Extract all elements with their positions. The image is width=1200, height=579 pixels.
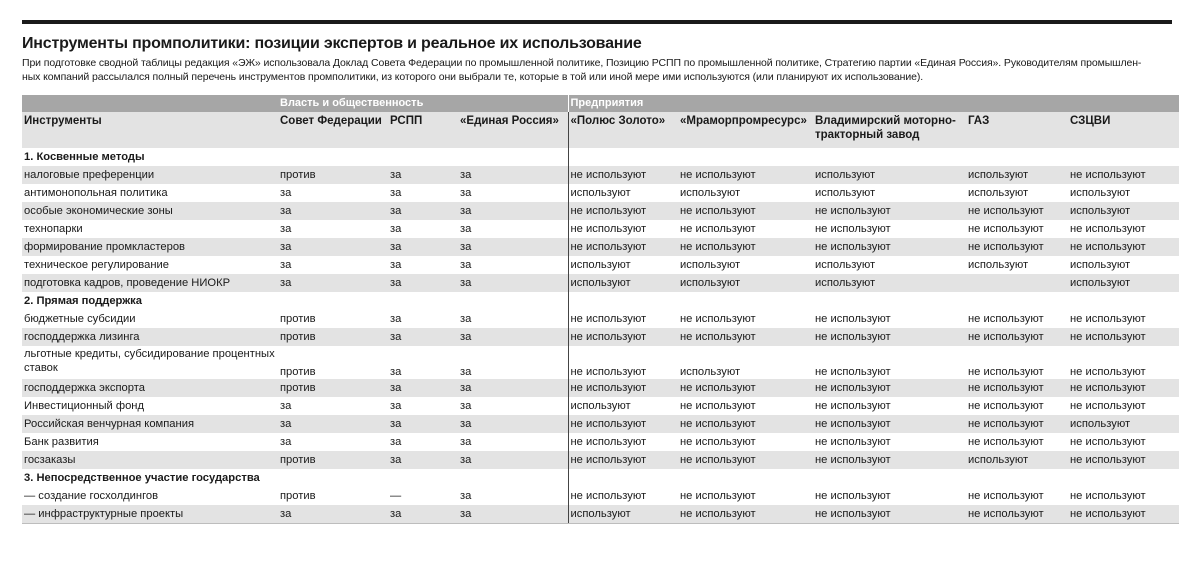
- value-cell: за: [278, 184, 388, 202]
- col-instruments: Инструменты: [22, 112, 278, 148]
- value-cell: используют: [568, 184, 678, 202]
- value-cell: не используют: [678, 505, 813, 524]
- value-cell: за: [388, 415, 458, 433]
- value-cell: не используют: [568, 433, 678, 451]
- value-cell: за: [278, 433, 388, 451]
- section-row: [22, 148, 1179, 166]
- instrument-cell: налоговые преференции: [22, 166, 278, 184]
- intro-line-2: ных компаний рассылался полный перечень инструментов промполитики, из которого они выбрали те, которые в той или иной мере ими используются (или планируют их использование).: [22, 71, 924, 83]
- value-cell: не используют: [1068, 451, 1179, 469]
- value-cell: используют: [1068, 202, 1179, 220]
- table-row: [22, 397, 1179, 415]
- value-cell: не используют: [813, 415, 966, 433]
- value-cell: за: [388, 238, 458, 256]
- value-cell: за: [458, 379, 568, 397]
- value-cell: за: [388, 166, 458, 184]
- value-cell: за: [388, 451, 458, 469]
- value-cell: используют: [1068, 415, 1179, 433]
- value-cell: не используют: [1068, 487, 1179, 505]
- value-cell: не используют: [813, 310, 966, 328]
- value-cell: не используют: [966, 487, 1068, 505]
- value-cell: не используют: [568, 202, 678, 220]
- value-cell: не используют: [568, 487, 678, 505]
- value-cell: не используют: [813, 379, 966, 397]
- value-cell: против: [278, 487, 388, 505]
- value-cell: за: [388, 184, 458, 202]
- instrument-cell: подготовка кадров, проведение НИОКР: [22, 274, 278, 292]
- table-row: [22, 310, 1179, 328]
- value-cell: против: [278, 346, 388, 379]
- value-cell: за: [458, 487, 568, 505]
- value-cell: за: [458, 202, 568, 220]
- instrument-cell: антимонопольная политика: [22, 184, 278, 202]
- table-row: [22, 274, 1179, 292]
- value-cell: за: [388, 202, 458, 220]
- value-cell: за: [458, 433, 568, 451]
- value-cell: за: [388, 346, 458, 379]
- value-cell: не используют: [966, 346, 1068, 379]
- instrument-cell: особые экономические зоны: [22, 202, 278, 220]
- value-cell: за: [458, 397, 568, 415]
- instrument-cell: господдержка лизинга: [22, 328, 278, 346]
- value-cell: не используют: [568, 238, 678, 256]
- value-cell: за: [278, 202, 388, 220]
- value-cell: не используют: [1068, 166, 1179, 184]
- instrument-cell: формирование промкластеров: [22, 238, 278, 256]
- value-cell: не используют: [568, 415, 678, 433]
- value-cell: не используют: [678, 202, 813, 220]
- value-cell: за: [278, 505, 388, 524]
- value-cell: за: [388, 328, 458, 346]
- instrument-cell: Российская венчурная компания: [22, 415, 278, 433]
- col-polyus-zoloto: «Полюс Золото»: [568, 112, 678, 148]
- instrument-cell: технопарки: [22, 220, 278, 238]
- value-cell: против: [278, 451, 388, 469]
- value-cell: не используют: [966, 220, 1068, 238]
- instrument-cell: госзаказы: [22, 451, 278, 469]
- instrument-cell: господдержка экспорта: [22, 379, 278, 397]
- value-cell: используют: [966, 256, 1068, 274]
- value-cell: не используют: [678, 220, 813, 238]
- instrument-cell: — инфраструктурные проекты: [22, 505, 278, 524]
- value-cell: используют: [678, 256, 813, 274]
- value-cell: используют: [568, 397, 678, 415]
- col-federation-council: Совет Федерации: [278, 112, 388, 148]
- value-cell: не используют: [966, 238, 1068, 256]
- col-mramorpromresurs: «Мраморпромресурс»: [678, 112, 813, 148]
- group-header-row: [22, 95, 1179, 112]
- value-cell: не используют: [966, 328, 1068, 346]
- table-row: [22, 328, 1179, 346]
- table-row: [22, 415, 1179, 433]
- value-cell: используют: [1068, 274, 1179, 292]
- value-cell: используют: [813, 184, 966, 202]
- instrument-cell: льготные кредиты, субсидирование процентных ставок: [22, 346, 278, 379]
- value-cell: не используют: [568, 220, 678, 238]
- value-cell: не используют: [678, 328, 813, 346]
- section-title: 1. Косвенные методы: [22, 148, 568, 166]
- instrument-cell: техническое регулирование: [22, 256, 278, 274]
- value-cell: не используют: [1068, 505, 1179, 524]
- table-row: [22, 346, 1179, 379]
- col-vladimir-tractor-plant: Владимирский моторно-тракторный завод: [813, 112, 966, 148]
- value-cell: не используют: [1068, 238, 1179, 256]
- value-cell: используют: [813, 274, 966, 292]
- value-cell: за: [458, 238, 568, 256]
- instrument-cell: Банк развития: [22, 433, 278, 451]
- value-cell: не используют: [1068, 346, 1179, 379]
- table-row: [22, 202, 1179, 220]
- value-cell: используют: [813, 256, 966, 274]
- value-cell: [966, 274, 1068, 292]
- table-row: [22, 166, 1179, 184]
- value-cell: за: [388, 433, 458, 451]
- value-cell: не используют: [1068, 397, 1179, 415]
- value-cell: за: [388, 274, 458, 292]
- value-cell: за: [458, 505, 568, 524]
- value-cell: не используют: [678, 415, 813, 433]
- value-cell: не используют: [1068, 328, 1179, 346]
- table-row: [22, 184, 1179, 202]
- value-cell: за: [458, 451, 568, 469]
- value-cell: —: [388, 487, 458, 505]
- instruments-table: [22, 95, 1179, 524]
- value-cell: не используют: [966, 379, 1068, 397]
- value-cell: против: [278, 166, 388, 184]
- value-cell: за: [388, 379, 458, 397]
- value-cell: используют: [568, 505, 678, 524]
- value-cell: не используют: [678, 166, 813, 184]
- section-title: 3. Непосредственное участие государства: [22, 469, 568, 487]
- value-cell: используют: [1068, 184, 1179, 202]
- value-cell: за: [458, 256, 568, 274]
- section-row: [22, 292, 1179, 310]
- value-cell: за: [388, 220, 458, 238]
- value-cell: не используют: [678, 451, 813, 469]
- group-power: Власть и общественность: [278, 95, 568, 112]
- value-cell: за: [458, 184, 568, 202]
- table-row: [22, 220, 1179, 238]
- value-cell: не используют: [813, 202, 966, 220]
- value-cell: за: [458, 346, 568, 379]
- value-cell: за: [278, 397, 388, 415]
- value-cell: не используют: [568, 310, 678, 328]
- table-row: [22, 379, 1179, 397]
- value-cell: не используют: [678, 310, 813, 328]
- col-gaz: ГАЗ: [966, 112, 1068, 148]
- group-enterprises: Предприятия: [568, 95, 1179, 112]
- instrument-cell: бюджетные субсидии: [22, 310, 278, 328]
- value-cell: за: [388, 310, 458, 328]
- value-cell: используют: [678, 274, 813, 292]
- value-cell: не используют: [966, 505, 1068, 524]
- value-cell: не используют: [678, 238, 813, 256]
- value-cell: не используют: [813, 220, 966, 238]
- value-cell: используют: [678, 184, 813, 202]
- value-cell: не используют: [568, 379, 678, 397]
- table-row: [22, 433, 1179, 451]
- value-cell: используют: [813, 166, 966, 184]
- value-cell: не используют: [966, 202, 1068, 220]
- value-cell: за: [388, 505, 458, 524]
- value-cell: не используют: [966, 415, 1068, 433]
- value-cell: за: [458, 274, 568, 292]
- value-cell: не используют: [813, 346, 966, 379]
- col-united-russia: «Единая Россия»: [458, 112, 568, 148]
- value-cell: за: [458, 310, 568, 328]
- value-cell: не используют: [813, 238, 966, 256]
- value-cell: используют: [678, 346, 813, 379]
- value-cell: используют: [568, 274, 678, 292]
- value-cell: не используют: [678, 397, 813, 415]
- table-row: [22, 451, 1179, 469]
- top-rule: [22, 20, 1172, 24]
- value-cell: не используют: [678, 379, 813, 397]
- value-cell: не используют: [966, 433, 1068, 451]
- section-row: [22, 469, 1179, 487]
- table-row: [22, 505, 1179, 524]
- value-cell: не используют: [813, 487, 966, 505]
- section-blank: [568, 469, 1179, 487]
- value-cell: за: [278, 274, 388, 292]
- value-cell: против: [278, 379, 388, 397]
- value-cell: используют: [966, 166, 1068, 184]
- instrument-cell: Инвестиционный фонд: [22, 397, 278, 415]
- page-title: Инструменты промполитики: позиции экспертов и реальное их использование: [22, 35, 642, 52]
- value-cell: за: [278, 238, 388, 256]
- col-szcvi: СЗЦВИ: [1068, 112, 1179, 148]
- value-cell: не используют: [568, 328, 678, 346]
- value-cell: не используют: [568, 346, 678, 379]
- value-cell: не используют: [678, 487, 813, 505]
- section-blank: [568, 148, 1179, 166]
- value-cell: за: [388, 256, 458, 274]
- table-row: [22, 256, 1179, 274]
- table-body: [22, 148, 1179, 524]
- value-cell: используют: [966, 451, 1068, 469]
- value-cell: не используют: [813, 505, 966, 524]
- value-cell: не используют: [966, 397, 1068, 415]
- table-row: [22, 487, 1179, 505]
- value-cell: против: [278, 328, 388, 346]
- value-cell: за: [458, 415, 568, 433]
- value-cell: не используют: [813, 451, 966, 469]
- value-cell: за: [278, 220, 388, 238]
- value-cell: не используют: [568, 166, 678, 184]
- value-cell: не используют: [1068, 310, 1179, 328]
- value-cell: не используют: [966, 310, 1068, 328]
- value-cell: не используют: [813, 328, 966, 346]
- section-blank: [568, 292, 1179, 310]
- value-cell: не используют: [813, 397, 966, 415]
- value-cell: за: [388, 397, 458, 415]
- value-cell: используют: [966, 184, 1068, 202]
- value-cell: против: [278, 310, 388, 328]
- table-row: [22, 238, 1179, 256]
- col-rspp: РСПП: [388, 112, 458, 148]
- column-header-row: [22, 112, 1179, 148]
- intro-text: [22, 56, 1182, 84]
- value-cell: за: [278, 256, 388, 274]
- value-cell: за: [458, 220, 568, 238]
- value-cell: не используют: [813, 433, 966, 451]
- value-cell: не используют: [1068, 379, 1179, 397]
- value-cell: используют: [1068, 256, 1179, 274]
- value-cell: не используют: [1068, 220, 1179, 238]
- value-cell: используют: [568, 256, 678, 274]
- value-cell: за: [458, 328, 568, 346]
- intro-line-1: При подготовке сводной таблицы редакция «ЭЖ» использовала Доклад Совета Федерации по промышленной политике, Позицию РСПП по промышленной политике, Стратегию партии «Единая Россия». Руководителям промышлен-: [22, 57, 1142, 69]
- value-cell: не используют: [678, 433, 813, 451]
- value-cell: не используют: [1068, 433, 1179, 451]
- value-cell: за: [458, 166, 568, 184]
- instrument-cell: — создание госхолдингов: [22, 487, 278, 505]
- value-cell: за: [278, 415, 388, 433]
- section-title: 2. Прямая поддержка: [22, 292, 568, 310]
- value-cell: не используют: [568, 451, 678, 469]
